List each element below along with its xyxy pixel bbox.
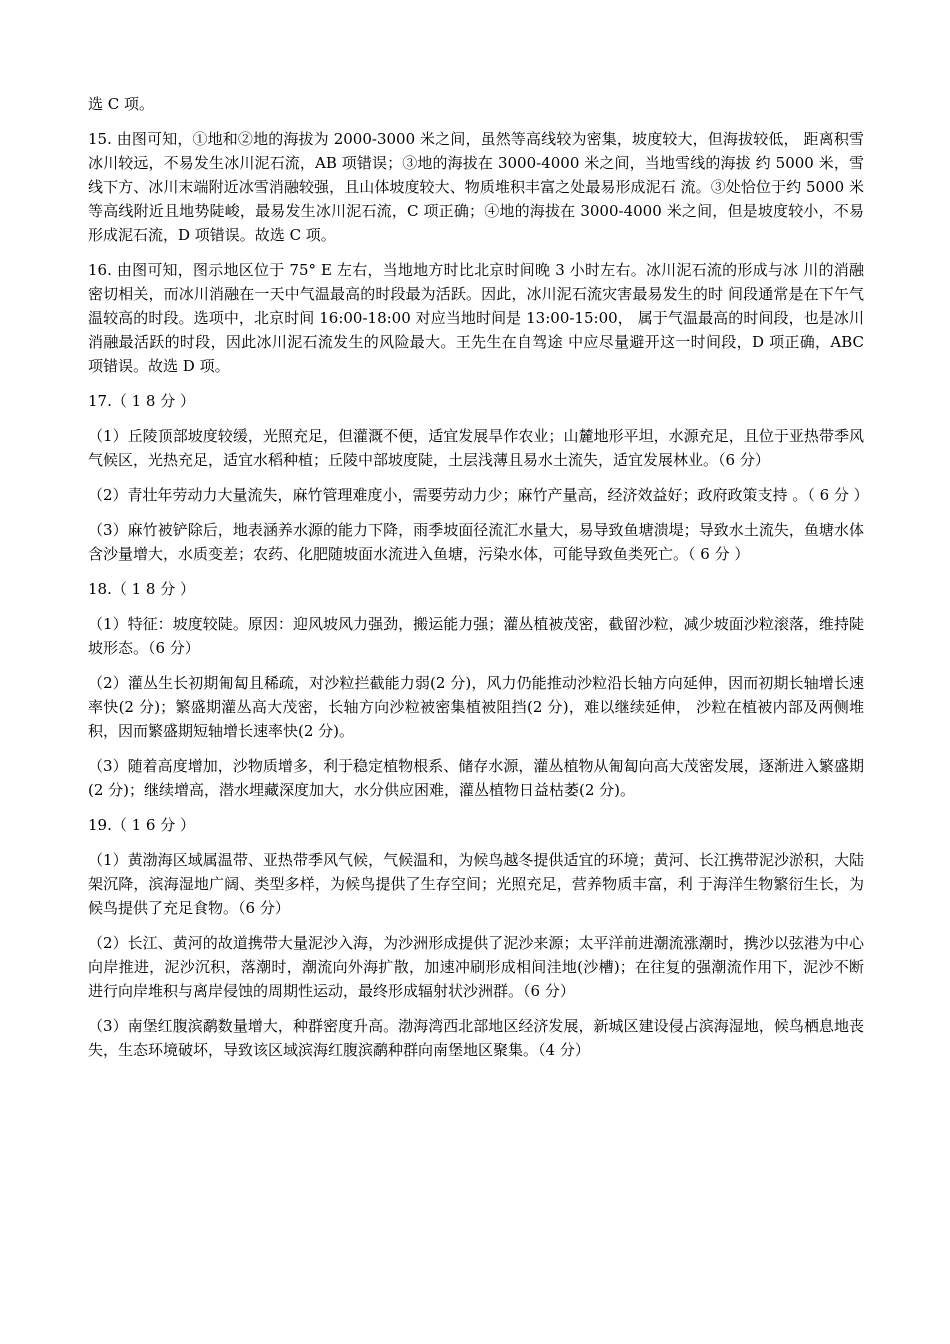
answer-17-2: （2）青壮年劳动力大量流失，麻竹管理难度小，需要劳动力少；麻竹产量高，经济效益好；政府政策支持 。（ 6 分 ） [88, 486, 869, 504]
answer-15: 15. 由图可知，①地和②地的海拔为 2000-3000 米之间，虽然等高线较为密集，坡度较大，但海拔较低， 距离积雪冰川较远，不易发生冰川泥石流，AB 项错误；③地的海拔在 3000-4000 米之间，当地雪线的海拔 约 5000 米，雪线下方、冰川末端附近冰雪消融较强，且山体坡度较大、物质堆积丰富之处最易形成泥石 流。③处恰位于约 5000 米等高线附近且地势陡峻，最易发生冰川泥石流，C 项正确；④地的海拔在 3000-4000 米之间，但是坡度较小，不易形成泥石流，D 项错误。故选 C 项。 [88, 130, 864, 244]
question-17-heading: 17.（ 1 8 分 ） [88, 392, 196, 410]
answer-17-1: （1）丘陵顶部坡度较缓，光照充足，但灌溉不便，适宜发展旱作农业；山麓地形平坦，水源充足，且位于亚热带季风气候区，光热充足，适宜水稻种植；丘陵中部坡度陡，土层浅薄且易水土流失，适宜发展林业。（6 分） [88, 427, 864, 469]
answer-18-2: （2）灌丛生长初期匍匐且稀疏，对沙粒拦截能力弱(2 分)，风力仍能推动沙粒沿长轴方向延伸，因而初期长轴增长速率快(2 分)；繁盛期灌丛高大茂密，长轴方向沙粒被密集植被阻挡(2 分)，难以继续延伸， 沙粒在植被内部及两侧堆积，因而繁盛期短轴增长速率快(2 分)。 [88, 674, 864, 740]
answer-18-1: （1）特征：坡度较陡。原因：迎风坡风力强劲，搬运能力强；灌丛植被茂密，截留沙粒，减少坡面沙粒滚落，维持陡坡形态。（6 分） [88, 615, 864, 657]
question-19-heading: 19.（ 1 6 分 ） [88, 816, 196, 834]
answer-17-3: （3）麻竹被铲除后，地表涵养水源的能力下降，雨季坡面径流汇水量大，易导致鱼塘溃堤；导致水土流失，鱼塘水体含沙量增大，水质变差；农药、化肥随坡面水流进入鱼塘，污染水体，可能导致鱼类死亡。（ 6 分 ） [88, 521, 864, 563]
answer-18-3: （3）随着高度增加，沙物质增多，利于稳定植物根系、储存水源，灌丛植物从匍匐向高大茂密发展，逐渐进入繁盛期(2 分)；继续增高，潜水埋藏深度加大，水分供应困难，灌丛植物日益枯萎(2 分)。 [88, 757, 864, 799]
question-18-heading: 18.（ 1 8 分 ） [88, 580, 196, 598]
answer-19-1: （1）黄渤海区域属温带、亚热带季风气候，气候温和，为候鸟越冬提供适宜的环境；黄河、长江携带泥沙淤积，大陆架沉降，滨海湿地广阔、类型多样，为候鸟提供了生存空间；光照充足，营养物质丰富，利 于海洋生物繁衍生长，为候鸟提供了充足食物。（6 分） [88, 851, 864, 917]
answer-document [88, 92, 869, 1073]
answer-14-tail: 选 C 项。 [88, 95, 155, 113]
answer-19-3: （3）南堡红腹滨鹬数量增大，种群密度升高。渤海湾西北部地区经济发展，新城区建设侵占滨海湿地，候鸟栖息地丧失，生态环境破坏，导致该区域滨海红腹滨鹬种群向南堡地区聚集。（4 分） [88, 1017, 864, 1059]
answer-19-2: （2）长江、黄河的故道携带大量泥沙入海，为沙洲形成提供了泥沙来源；太平洋前进潮流涨潮时，携沙以弦港为中心向岸推进，泥沙沉积，落潮时，潮流向外海扩散，加速冲刷形成相间洼地(沙槽)；在往复的强潮流作用下，泥沙不断进行向岸堆积与离岸侵蚀的周期性运动，最终形成辐射状沙洲群。（6 分） [88, 934, 864, 1000]
answer-16: 16. 由图可知，图示地区位于 75° E 左右，当地地方时比北京时间晚 3 小时左右。冰川泥石流的形成与冰 川的消融密切相关，而冰川消融在一天中气温最高的时段最为活跃。因此，冰川泥石流灾害最易发生的时 间段通常是在下午气温较高的时段。选项中，北京时间 16:00-18:00 对应当地时间是 13:00-15:00， 属于气温最高的时间段，也是冰川消融最活跃的时段，因此冰川泥石流发生的风险最大。王先生在自驾途 中应尽量避开这一时间段，D 项正确，ABC 项错误。故选 D 项。 [88, 261, 864, 375]
